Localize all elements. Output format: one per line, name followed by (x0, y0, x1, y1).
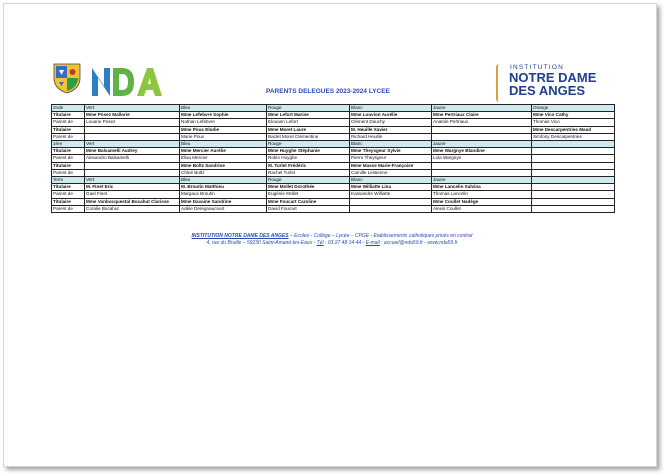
delegate-name-cell: Mme Masse Marie-Françoise (350, 162, 432, 169)
coat-of-arms-logo (52, 62, 82, 94)
class-color-cell: Bleu (180, 105, 267, 112)
student-name-cell: Pierre Theysgeur (350, 155, 432, 162)
row-label-cell: Titulaire (52, 126, 85, 133)
delegate-name-cell: Mme Posez Mallorie (85, 112, 180, 119)
delegate-name-cell: Mme Boltz Sandrine (180, 162, 267, 169)
delegate-name-cell: Mme Poux Elodie (180, 126, 267, 133)
student-name-cell (350, 205, 432, 212)
student-name-cell (532, 191, 615, 198)
delegate-name-cell: Mme Vico Cathy (532, 112, 615, 119)
delegate-name-cell: Mme Lefort Marine (267, 112, 350, 119)
level-name-cell: 1ère (52, 141, 85, 148)
class-color-cell: Rouge (267, 105, 350, 112)
footer-line-1 (4, 233, 660, 240)
level-name-cell: Term (52, 177, 85, 184)
student-name-cell: Alexandro Balsamelli (85, 155, 180, 162)
delegate-name-cell: M. Heuille Xavier (350, 126, 432, 133)
delegate-name-cell: Mme Williatte Lina (350, 184, 432, 191)
logo-accent-bar (496, 64, 501, 102)
student-name-cell (85, 133, 180, 140)
level-header-row (52, 105, 615, 112)
student-name-cell: Robin Huyghe (267, 155, 350, 162)
delegate-name-cell: Mme Theysgeur Sylvie (350, 148, 432, 155)
student-name-cell: Thomas Lancelin (432, 191, 532, 198)
titulaire-row (52, 198, 615, 205)
parent-of-row (52, 155, 615, 162)
institution-name-line1: NOTRE DAME (509, 70, 597, 85)
class-color-cell: Jaune (432, 141, 532, 148)
class-color-cell: Vert (85, 177, 180, 184)
class-color-cell: Jaune (432, 177, 532, 184)
student-name-cell (532, 205, 615, 212)
student-name-cell: Rachel Turlet (267, 169, 350, 176)
parent-of-row (52, 119, 615, 126)
student-name-cell: Richard Heuille (350, 133, 432, 140)
student-name-cell: Gael Finet (85, 191, 180, 198)
titulaire-row (52, 112, 615, 119)
delegate-name-cell (85, 126, 180, 133)
footer-tel-label: Tél (316, 240, 324, 246)
class-color-cell: Bleu (180, 177, 267, 184)
student-name-cell: Margaux Broutin (180, 191, 267, 198)
student-name-cell: Elisa Mercier (180, 155, 267, 162)
parent-delegates-table (51, 104, 615, 213)
delegate-name-cell: Mme Lefebvre Sophie (180, 112, 267, 119)
row-label-cell: Parent de (52, 169, 85, 176)
student-name-cell: Coralie Bocahut (85, 205, 180, 212)
footer-website[interactable]: - www.nda59.fr (422, 240, 458, 246)
document-page (3, 3, 657, 467)
student-name-cell: Elouann Lefort (267, 119, 350, 126)
student-name-cell: Lola Wargnye (432, 155, 532, 162)
row-label-cell: Parent de (52, 191, 85, 198)
delegate-name-cell (350, 198, 432, 205)
document-title: PARENTS DELEGUES 2023-2024 LYCEE (266, 88, 390, 95)
level-name-cell: 2nde (52, 105, 85, 112)
student-name-cell: Thomas Vico (532, 119, 615, 126)
class-color-cell: Rouge (267, 141, 350, 148)
level-header-row (52, 177, 615, 184)
footer-email-label: E-mail (365, 240, 380, 246)
class-color-cell: Jaune (432, 105, 532, 112)
class-color-cell: Blanc (350, 141, 432, 148)
student-name-cell: Simfony Descarpentries (532, 133, 615, 140)
student-name-cell: Eugénie Mollet (267, 191, 350, 198)
delegate-name-cell: Mme Huyghe Stéphanie (267, 148, 350, 155)
student-name-cell (432, 169, 532, 176)
level-header-row (52, 141, 615, 148)
parent-of-row (52, 205, 615, 212)
institution-logo (496, 62, 616, 104)
student-name-cell (532, 169, 615, 176)
student-name-cell: Alexis Coullet (432, 205, 532, 212)
delegate-name-cell: Mme Coullet Nadège (432, 198, 532, 205)
footer-email[interactable]: : accueil@nda59.fr (379, 240, 423, 246)
delegate-name-cell (532, 184, 615, 191)
class-color-cell: Vert (85, 141, 180, 148)
student-name-cell: Louane Posez (85, 119, 180, 126)
student-name-cell: Adèle Deregnaucourt (180, 205, 267, 212)
delegate-name-cell: Mme Lancelin Salvina (432, 184, 532, 191)
delegate-name-cell: Mme Moret Laure (267, 126, 350, 133)
row-label-cell: Titulaire (52, 162, 85, 169)
class-color-cell: Blanc (350, 177, 432, 184)
class-color-cell: Orange (532, 105, 615, 112)
parent-of-row (52, 169, 615, 176)
row-label-cell: Titulaire (52, 198, 85, 205)
footer-line-2 (4, 240, 660, 247)
footer-org-name: INSTITUTION NOTRE DAME DES ANGES (191, 233, 289, 239)
delegate-name-cell: Mme Mercier Aurélie (180, 148, 267, 155)
student-name-cell: Baclet Moret Clémentine (267, 133, 350, 140)
row-label-cell: Titulaire (52, 148, 85, 155)
titulaire-row (52, 126, 615, 133)
delegate-name-cell: Mme Davaine Sandrine (180, 198, 267, 205)
class-color-cell: Rouge (267, 177, 350, 184)
student-name-cell: Marie Poux (180, 133, 267, 140)
student-name-cell (432, 133, 532, 140)
class-color-cell (532, 177, 615, 184)
titulaire-row (52, 148, 615, 155)
class-color-cell (532, 141, 615, 148)
footer-tel: : 03 27 48 14 44 - (323, 240, 366, 246)
delegate-name-cell: Mme Louvion Aurélie (350, 112, 432, 119)
student-name-cell (532, 155, 615, 162)
row-label-cell: Parent de (52, 133, 85, 140)
delegate-name-cell (532, 148, 615, 155)
nda-logo (90, 64, 162, 98)
footer-address: 4, rue du Bruille – 59230 Saint-Amand-les-Eaux - (206, 240, 317, 246)
delegate-name-cell: M. Finet Eric (85, 184, 180, 191)
student-name-cell (85, 169, 180, 176)
delegate-name-cell (532, 162, 615, 169)
row-label-cell: Parent de (52, 119, 85, 126)
row-label-cell: Parent de (52, 205, 85, 212)
student-name-cell: Camille Lestienne (350, 169, 432, 176)
delegate-name-cell: Mme Foucart Caroline (267, 198, 350, 205)
delegate-name-cell: Mme Descarpentries Maud (532, 126, 615, 133)
delegate-name-cell (85, 162, 180, 169)
delegate-name-cell: M. Broutin Matthieu (180, 184, 267, 191)
row-label-cell: Parent de (52, 155, 85, 162)
titulaire-row (52, 162, 615, 169)
student-name-cell: Anatole Pertriaux (432, 119, 532, 126)
student-name-cell: Clément Dauchy (350, 119, 432, 126)
institution-name-line2: DES ANGES (509, 83, 586, 98)
institution-small-text: INSTITUTION (510, 64, 565, 71)
delegate-name-cell (532, 198, 615, 205)
student-name-cell: Kassandre Williatte (350, 191, 432, 198)
titulaire-row (52, 184, 615, 191)
class-color-cell: Bleu (180, 141, 267, 148)
class-color-cell: Vert (85, 105, 180, 112)
student-name-cell: Chloé Boltz (180, 169, 267, 176)
delegate-name-cell (432, 162, 532, 169)
delegate-name-cell: Mme Wargnye Blandine (432, 148, 532, 155)
student-name-cell: David Foucart (267, 205, 350, 212)
delegate-name-cell: Mme Vanbocquestal Bocahut Clarisse (85, 198, 180, 205)
delegate-name-cell: Mme Pertriaux Claire (432, 112, 532, 119)
parent-of-row (52, 191, 615, 198)
footer (4, 233, 660, 247)
delegate-name-cell: M. Turlet Frédéric (267, 162, 350, 169)
delegate-name-cell: Mme Balsamelli Audrey (85, 148, 180, 155)
class-color-cell: Blanc (350, 105, 432, 112)
student-name-cell: Nathan Lefebvre (180, 119, 267, 126)
row-label-cell: Titulaire (52, 184, 85, 191)
delegate-name-cell: Mme Mollet Dorothée (267, 184, 350, 191)
footer-description: – Ecoles - Collège – Lycée – CPGE - Etablissements catholiques privés en contrat (288, 233, 473, 239)
parent-of-row (52, 133, 615, 140)
delegate-name-cell (432, 126, 532, 133)
row-label-cell: Titulaire (52, 112, 85, 119)
